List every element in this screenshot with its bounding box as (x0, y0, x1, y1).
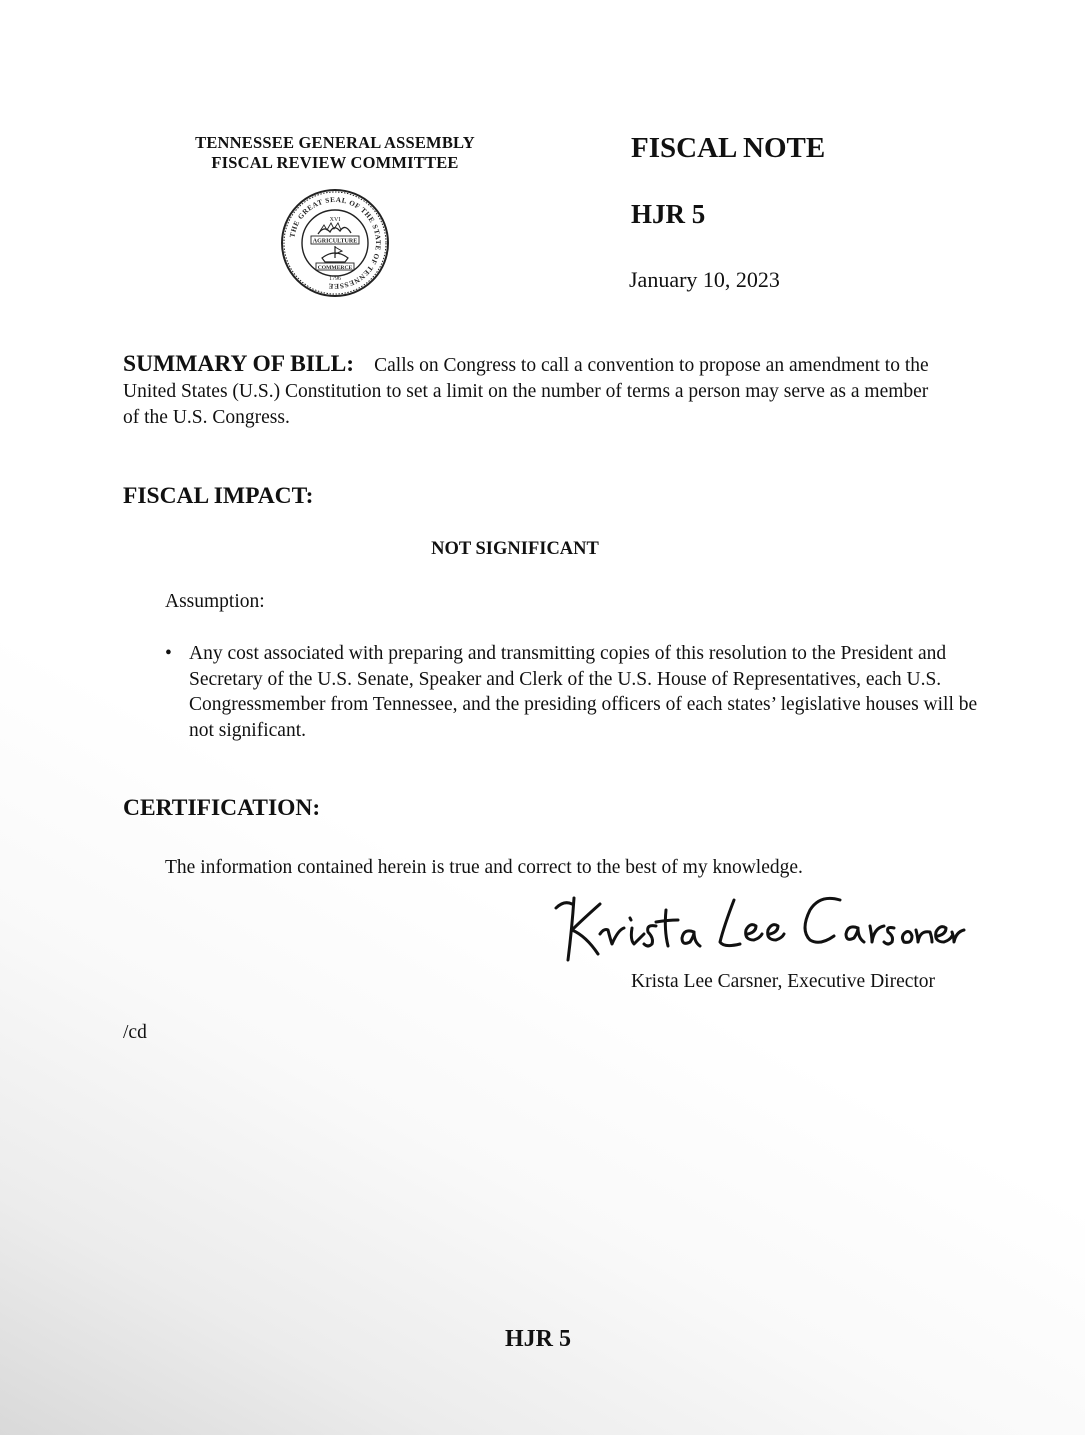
assembly-name: TENNESSEE GENERAL ASSEMBLY (195, 133, 475, 152)
fiscal-impact-value: NOT SIGNIFICANT (431, 539, 599, 559)
list-item (165, 641, 995, 743)
seal-numeral: XVI (329, 217, 341, 223)
note-date: January 10, 2023 (629, 267, 780, 292)
assumption-text: Any cost associated with preparing and transmitting copies of this resolution to the President and Secretary of the U.S. Senate, Speaker and Clerk of the U.S. House of Representatives, each U.S. Congressmember from Tennessee, and the presiding officers of each states’ legislative houses will be not significant. (189, 643, 978, 741)
summary-label: SUMMARY OF BILL: (123, 351, 355, 377)
signature-image (548, 884, 968, 964)
summary-text: Calls on Congress to call a convention to propose an amendment to the United States (U.S.) Constitution to set a limit on the number of terms a person may serve as a member of the U.S. Congress. (123, 355, 929, 428)
bullet-icon: • (165, 643, 172, 664)
seal-commerce: COMMERCE (317, 264, 353, 271)
bill-id: HJR 5 (631, 199, 706, 229)
footer-bill-id: HJR 5 (505, 1326, 571, 1352)
signer-name: Krista Lee Carsner, Executive Director (631, 971, 936, 992)
seal-agriculture: AGRICULTURE (312, 238, 358, 245)
assumption-label: Assumption: (165, 591, 265, 612)
assumption-list (165, 641, 995, 743)
seal-ring-text: THE GREAT SEAL OF THE STATE OF TENNESSEE (288, 195, 383, 291)
summary-of-bill (123, 351, 943, 431)
state-seal-icon (280, 188, 390, 298)
committee-name: FISCAL REVIEW COMMITTEE (211, 153, 459, 172)
document-title: FISCAL NOTE (631, 132, 826, 164)
assembly-header (150, 133, 520, 173)
preparer-initials: /cd (123, 1022, 147, 1043)
fiscal-impact-heading: FISCAL IMPACT: (123, 483, 314, 509)
seal-year: 1796 (329, 276, 341, 282)
certification-heading: CERTIFICATION: (123, 795, 321, 821)
certification-statement: The information contained herein is true and correct to the best of my knowledge. (165, 857, 803, 878)
